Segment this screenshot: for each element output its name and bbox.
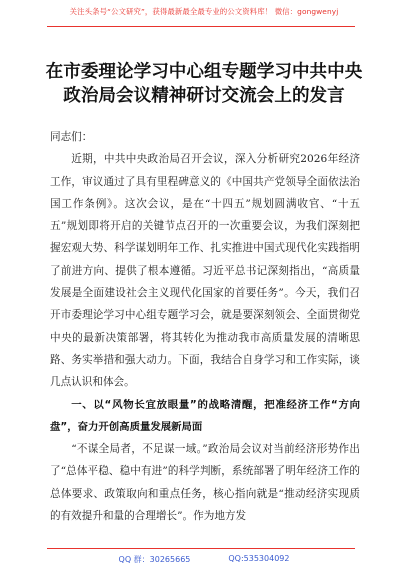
footer-qq-contact: QQ:535304092: [228, 554, 290, 563]
document-title: [20, 60, 388, 108]
title-line-2: 政治局会议精神研讨交流会上的发言: [63, 85, 345, 106]
footer-divider: [47, 548, 355, 549]
header-banner: [0, 0, 408, 22]
paragraph-intro: 近期，中共中央政治局召开会议，深入分析研究2026年经济工作，审议通过了具有里程碑意义的《中国共产党领导全面依法治国工作条例》。这次会议，是在“十四五”规划圆满收官、“十五五”规划即将开启的关键节点召开的一次重要会议，为我们深刻把握宏观大势、科学谋划明年工作、扎实推进中国式现代化实践指明了前进方向、提供了根本遵循。习近平总书记深刻指出，“高质量发展是全面建设社会主义现代化国家的首要任务”。今天，我们召开市委理论学习中心组专题学习会，就是要深刻领会、全面贯彻党中央的最新决策部署，将其转化为推动我市高质量发展的清晰思路、务实举措和强大动力。下面，我结合自身学习和工作实际，谈几点认识和体会。: [50, 153, 360, 389]
title-line-1: 在市委理论学习中心组专题学习中共中央: [45, 61, 363, 82]
salutation: 同志们：: [50, 131, 93, 143]
footer: [0, 554, 408, 572]
banner-text: 关注头条号“公文研究”，获得最新最全最专业的公文资料库！ 微信：gongwenyj: [69, 6, 339, 16]
section-heading-1: 一、以“风物长宜放眼量”的战略清醒，把准经济工作“方向盘”，奋力开创高质量发展新局面: [50, 398, 360, 433]
paragraph-section-1: “不谋全局者，不足谋一域。”政治局会议对当前经济形势作出了“总体平稳、稳中有进”的科学判断，系统部署了明年经济工作的总体要求、政策取向和重点任务，核心指向就是“推动经济实现质的有效提升和量的合理增长”。作为地方发: [50, 443, 360, 523]
footer-qq-group: QQ 群：30265665: [118, 555, 191, 564]
document-body: [50, 126, 360, 527]
header-divider: [47, 26, 355, 27]
